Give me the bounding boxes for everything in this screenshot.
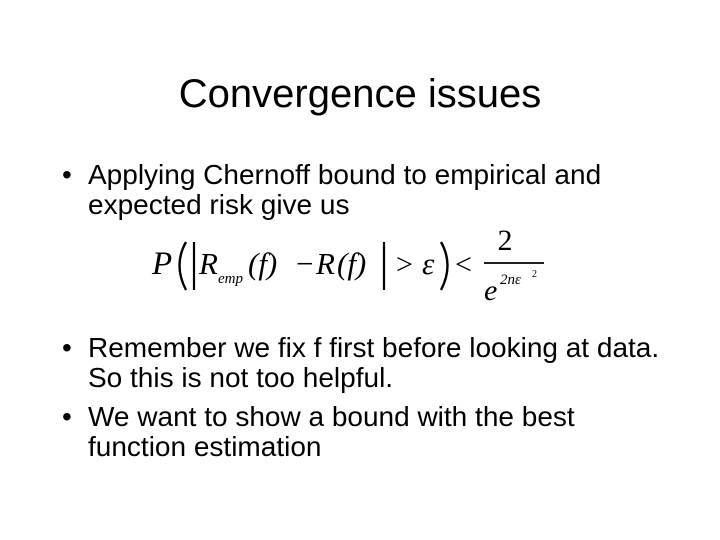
formula-svg	[150, 222, 550, 308]
bullet-marker: •	[62, 332, 72, 363]
formula-exponent: 2nε	[500, 272, 521, 288]
bullet-item	[62, 402, 662, 462]
bullet-list-top	[62, 160, 662, 229]
formula-left-paren	[180, 242, 187, 290]
bullet-item	[62, 160, 662, 220]
bullet-item	[62, 333, 662, 393]
formula-minus: −	[296, 246, 314, 281]
bullet-text: Applying Chernoff bound to empirical and expected risk give us	[88, 159, 602, 220]
chernoff-bound-formula	[150, 222, 550, 308]
slide-title: Convergence issues	[178, 72, 542, 116]
bullet-text: We want to show a bound with the best function estimation	[88, 401, 575, 462]
formula-r-emp: R	[199, 246, 218, 281]
formula-greater-than: >	[396, 248, 413, 281]
bullet-marker: •	[62, 401, 72, 432]
formula-r: R	[316, 246, 335, 281]
bullet-list-bottom	[62, 333, 662, 471]
formula-f-arg-2: (f)	[337, 246, 367, 281]
bullet-text: Remember we fix f first before looking at data. So this is not too helpful.	[88, 332, 660, 393]
formula-e: e	[484, 274, 498, 307]
formula-p: P	[152, 246, 173, 282]
formula-emp-subscript: emp	[218, 271, 243, 287]
formula-f-arg-1: (f)	[248, 246, 278, 281]
formula-numerator: 2	[497, 224, 513, 257]
formula-epsilon: ε	[422, 246, 435, 281]
formula-less-than: <	[455, 248, 472, 281]
formula-exponent-power: 2	[532, 269, 537, 280]
formula-right-paren	[441, 242, 448, 290]
bullet-marker: •	[62, 159, 72, 190]
